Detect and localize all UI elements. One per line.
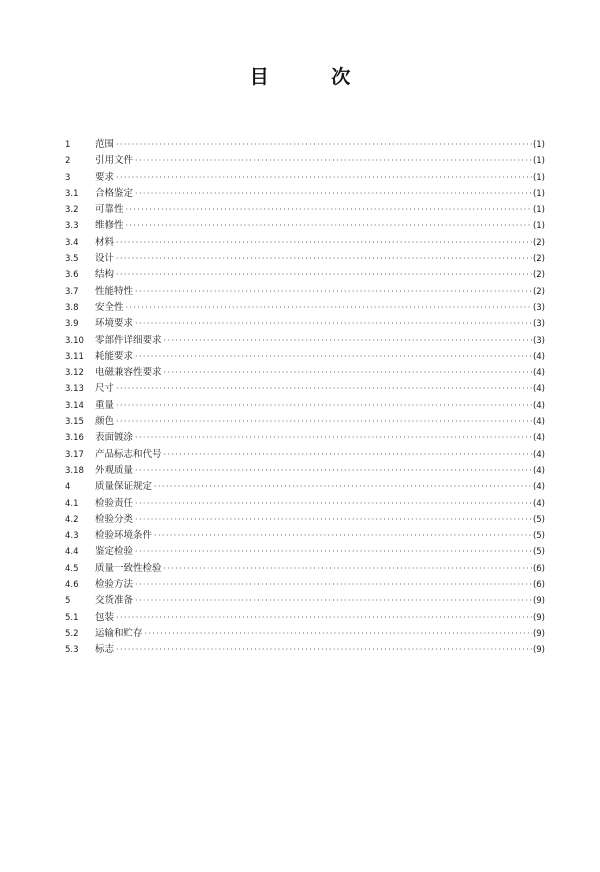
toc-entry-page: (1) bbox=[532, 172, 545, 183]
toc-dot-leader bbox=[135, 186, 532, 202]
toc-dot-leader bbox=[116, 610, 532, 626]
toc-dot-leader bbox=[116, 170, 532, 186]
toc-dot-leader bbox=[135, 512, 532, 528]
toc-entry-number: 3.16 bbox=[65, 433, 84, 444]
page-title: 目 次 bbox=[249, 66, 379, 88]
toc-entry-title: 耗能要求 bbox=[95, 350, 134, 362]
toc-dot-leader bbox=[164, 365, 532, 381]
toc-entry-title: 质量一致性检验 bbox=[95, 562, 162, 574]
toc-dot-leader bbox=[154, 528, 532, 544]
toc-entry-title: 交货准备 bbox=[95, 595, 134, 607]
toc-entry[interactable] bbox=[65, 186, 545, 202]
toc-entry-title: 重量 bbox=[95, 399, 115, 411]
toc-entry-page: (1) bbox=[532, 156, 545, 167]
toc-entry[interactable] bbox=[65, 235, 545, 251]
toc-entry-number: 3.4 bbox=[65, 237, 79, 248]
toc-entry-title: 尺寸 bbox=[95, 383, 115, 395]
toc-entry[interactable] bbox=[65, 577, 545, 593]
toc-dot-leader bbox=[145, 626, 532, 642]
toc-entry[interactable] bbox=[65, 626, 545, 642]
toc-entry-number: 4 bbox=[65, 482, 71, 493]
toc-dot-leader bbox=[135, 316, 532, 332]
toc-entry-number: 3.18 bbox=[65, 465, 84, 476]
toc-entry-number: 4.1 bbox=[65, 498, 79, 509]
toc-entry-title: 颜色 bbox=[95, 416, 115, 428]
toc-entry-title: 质量保证规定 bbox=[95, 481, 153, 493]
toc-entry[interactable] bbox=[65, 479, 545, 495]
toc-entry-number: 3.17 bbox=[65, 449, 84, 460]
toc-dot-leader bbox=[164, 447, 532, 463]
table-of-contents bbox=[65, 137, 545, 659]
toc-entry[interactable] bbox=[65, 300, 545, 316]
toc-entry-number: 3 bbox=[65, 172, 71, 183]
toc-dot-leader bbox=[116, 381, 532, 397]
toc-entry-page: (4) bbox=[532, 449, 545, 460]
toc-entry-number: 3.2 bbox=[65, 205, 79, 216]
toc-entry[interactable] bbox=[65, 381, 545, 397]
toc-entry-number: 4.4 bbox=[65, 547, 79, 558]
toc-entry-page: (3) bbox=[532, 302, 545, 313]
toc-entry-title: 材料 bbox=[95, 236, 115, 248]
toc-entry[interactable] bbox=[65, 528, 545, 544]
toc-entry[interactable] bbox=[65, 512, 545, 528]
toc-entry-number: 4.5 bbox=[65, 563, 79, 574]
toc-entry-page: (4) bbox=[532, 482, 545, 493]
toc-entry[interactable] bbox=[65, 170, 545, 186]
toc-entry-page: (6) bbox=[532, 563, 545, 574]
toc-entry-page: (9) bbox=[532, 596, 545, 607]
toc-entry-number: 3.12 bbox=[65, 368, 84, 379]
toc-entry-number: 3.7 bbox=[65, 286, 79, 297]
toc-dot-leader bbox=[135, 577, 532, 593]
toc-entry-number: 3.5 bbox=[65, 254, 79, 265]
toc-dot-leader bbox=[164, 561, 532, 577]
toc-entry[interactable] bbox=[65, 267, 545, 283]
toc-entry[interactable] bbox=[65, 202, 545, 218]
toc-entry[interactable] bbox=[65, 153, 545, 169]
toc-dot-leader bbox=[135, 463, 532, 479]
toc-entry-number: 4.6 bbox=[65, 580, 79, 591]
toc-entry-page: (2) bbox=[532, 237, 545, 248]
toc-entry-page: (4) bbox=[532, 433, 545, 444]
toc-dot-leader bbox=[135, 593, 532, 609]
toc-entry-page: (9) bbox=[532, 628, 545, 639]
toc-entry[interactable] bbox=[65, 333, 545, 349]
toc-entry-title: 外观质量 bbox=[95, 464, 134, 476]
toc-entry-title: 引用文件 bbox=[95, 155, 134, 167]
toc-entry-number: 3.10 bbox=[65, 335, 84, 346]
toc-entry[interactable] bbox=[65, 316, 545, 332]
toc-entry-page: (3) bbox=[532, 319, 545, 330]
toc-entry-title: 零部件详细要求 bbox=[95, 334, 162, 346]
toc-dot-leader bbox=[116, 642, 532, 658]
toc-entry-page: (4) bbox=[532, 465, 545, 476]
toc-entry-page: (9) bbox=[532, 612, 545, 623]
toc-entry-page: (5) bbox=[532, 514, 545, 525]
toc-dot-leader bbox=[116, 414, 532, 430]
toc-entry-number: 3.13 bbox=[65, 384, 84, 395]
toc-entry-title: 结构 bbox=[95, 269, 115, 281]
toc-entry-title: 设计 bbox=[95, 253, 115, 265]
toc-entry-page: (5) bbox=[532, 531, 545, 542]
toc-dot-leader bbox=[135, 284, 532, 300]
toc-entry-title: 检验分类 bbox=[95, 513, 134, 525]
toc-entry-title: 检验方法 bbox=[95, 579, 134, 591]
toc-entry-number: 3.3 bbox=[65, 221, 79, 232]
toc-dot-leader bbox=[126, 218, 532, 234]
toc-dot-leader bbox=[116, 137, 532, 153]
toc-entry-page: (4) bbox=[532, 368, 545, 379]
toc-entry-page: (2) bbox=[532, 254, 545, 265]
toc-entry-page: (5) bbox=[532, 547, 545, 558]
toc-dot-leader bbox=[126, 202, 532, 218]
toc-dot-leader bbox=[135, 544, 532, 560]
toc-entry-page: (2) bbox=[532, 270, 545, 281]
toc-dot-leader bbox=[135, 349, 532, 365]
toc-dot-leader bbox=[164, 333, 532, 349]
toc-entry-title: 检验环境条件 bbox=[95, 530, 153, 542]
toc-dot-leader bbox=[135, 153, 532, 169]
toc-entry[interactable] bbox=[65, 544, 545, 560]
toc-entry-title: 表面镀涂 bbox=[95, 432, 134, 444]
toc-entry-number: 4.2 bbox=[65, 514, 79, 525]
toc-entry-number: 3.9 bbox=[65, 319, 79, 330]
toc-entry[interactable] bbox=[65, 642, 545, 658]
toc-entry-page: (1) bbox=[532, 221, 545, 232]
toc-dot-leader bbox=[126, 300, 532, 316]
toc-entry-page: (2) bbox=[532, 286, 545, 297]
toc-entry-title: 鉴定检验 bbox=[95, 546, 134, 558]
toc-entry-number: 5.2 bbox=[65, 628, 79, 639]
toc-entry[interactable] bbox=[65, 284, 545, 300]
toc-entry-number: 5 bbox=[65, 596, 71, 607]
toc-entry[interactable] bbox=[65, 561, 545, 577]
toc-entry-page: (1) bbox=[532, 205, 545, 216]
toc-entry[interactable] bbox=[65, 430, 545, 446]
toc-entry-page: (1) bbox=[532, 188, 545, 199]
toc-entry-page: (4) bbox=[532, 351, 545, 362]
toc-entry-title: 性能特性 bbox=[95, 285, 134, 297]
toc-entry[interactable] bbox=[65, 398, 545, 414]
toc-dot-leader bbox=[116, 398, 532, 414]
toc-entry-number: 4.3 bbox=[65, 531, 79, 542]
toc-dot-leader bbox=[135, 430, 532, 446]
toc-entry[interactable] bbox=[65, 463, 545, 479]
toc-entry[interactable] bbox=[65, 365, 545, 381]
toc-entry-number: 5.1 bbox=[65, 612, 79, 623]
toc-entry-number: 3.15 bbox=[65, 417, 84, 428]
toc-entry-number: 3.1 bbox=[65, 188, 79, 199]
toc-entry-number: 3.8 bbox=[65, 302, 79, 313]
toc-entry-page: (4) bbox=[532, 498, 545, 509]
toc-entry-title: 检验责任 bbox=[95, 497, 134, 509]
toc-entry-number: 3.14 bbox=[65, 400, 84, 411]
toc-entry[interactable] bbox=[65, 414, 545, 430]
toc-entry[interactable] bbox=[65, 447, 545, 463]
toc-entry-title: 包装 bbox=[95, 611, 115, 623]
toc-entry-title: 运输和贮存 bbox=[95, 627, 143, 639]
toc-entry-page: (4) bbox=[532, 400, 545, 411]
toc-entry-page: (9) bbox=[532, 645, 545, 656]
toc-entry-number: 2 bbox=[65, 156, 71, 167]
toc-entry[interactable] bbox=[65, 137, 545, 153]
toc-dot-leader bbox=[135, 496, 532, 512]
toc-entry[interactable] bbox=[65, 610, 545, 626]
toc-entry[interactable] bbox=[65, 218, 545, 234]
toc-entry[interactable] bbox=[65, 349, 545, 365]
toc-entry-title: 范围 bbox=[95, 139, 115, 150]
toc-entry-title: 维修性 bbox=[95, 220, 124, 232]
toc-entry-page: (1) bbox=[532, 140, 545, 150]
toc-entry[interactable] bbox=[65, 496, 545, 512]
toc-dot-leader bbox=[116, 251, 532, 267]
toc-dot-leader bbox=[116, 267, 532, 283]
toc-entry-number: 3.6 bbox=[65, 270, 79, 281]
toc-entry-title: 可靠性 bbox=[95, 204, 124, 216]
toc-dot-leader bbox=[154, 479, 532, 495]
toc-entry-title: 要求 bbox=[95, 171, 115, 183]
toc-entry-title: 标志 bbox=[95, 644, 115, 656]
toc-entry-title: 产品标志和代号 bbox=[95, 448, 162, 460]
toc-entry-number: 1 bbox=[65, 140, 71, 150]
toc-dot-leader bbox=[116, 235, 532, 251]
toc-entry-title: 电磁兼容性要求 bbox=[95, 367, 162, 379]
toc-entry-page: (3) bbox=[532, 335, 545, 346]
toc-entry[interactable] bbox=[65, 593, 545, 609]
toc-entry-title: 安全性 bbox=[95, 301, 124, 313]
toc-entry-page: (4) bbox=[532, 417, 545, 428]
toc-entry-title: 环境要求 bbox=[95, 318, 134, 330]
toc-entry-title: 合格鉴定 bbox=[95, 187, 134, 199]
toc-entry-number: 5.3 bbox=[65, 645, 79, 656]
toc-entry-page: (6) bbox=[532, 580, 545, 591]
toc-entry[interactable] bbox=[65, 251, 545, 267]
toc-entry-page: (4) bbox=[532, 384, 545, 395]
toc-entry-number: 3.11 bbox=[65, 351, 84, 362]
